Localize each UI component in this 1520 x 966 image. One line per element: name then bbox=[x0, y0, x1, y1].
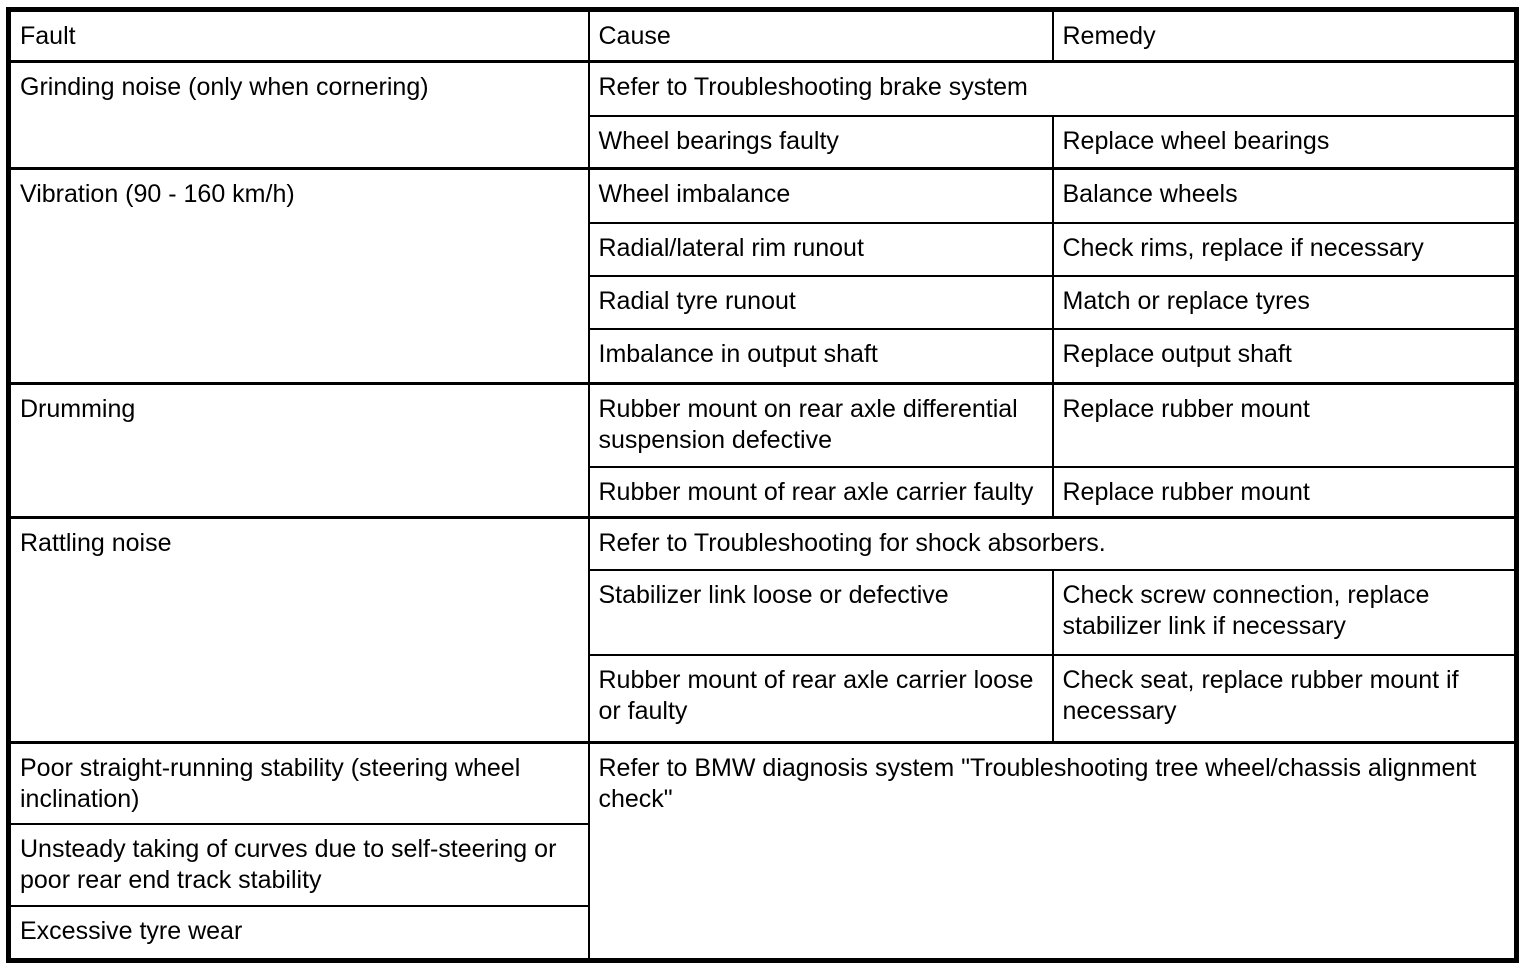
remedy-cell: Replace rubber mount bbox=[1053, 384, 1517, 467]
cause-note-cell: Refer to Troubleshooting brake system bbox=[589, 62, 1517, 116]
cause-cell: Radial/lateral rim runout bbox=[589, 223, 1053, 276]
cause-note-cell: Refer to Troubleshooting for shock absorbers. bbox=[589, 517, 1517, 570]
cause-cell: Imbalance in output shaft bbox=[589, 329, 1053, 384]
remedy-cell: Check rims, replace if necessary bbox=[1053, 223, 1517, 276]
cause-cell: Wheel bearings faulty bbox=[589, 116, 1053, 169]
cause-cell: Rubber mount of rear axle carrier faulty bbox=[589, 467, 1053, 518]
cause-cell: Wheel imbalance bbox=[589, 169, 1053, 223]
cause-cell: Stabilizer link loose or defective bbox=[589, 570, 1053, 655]
remedy-cell: Replace wheel bearings bbox=[1053, 116, 1517, 169]
remedy-cell: Check seat, replace rubber mount if necessary bbox=[1053, 655, 1517, 742]
column-header-cause: Cause bbox=[589, 10, 1053, 62]
fault-cell: Poor straight-running stability (steering wheel inclination) bbox=[9, 742, 589, 824]
cause-cell: Radial tyre runout bbox=[589, 276, 1053, 329]
column-header-fault: Fault bbox=[9, 10, 589, 62]
remedy-cell: Replace output shaft bbox=[1053, 329, 1517, 384]
cause-cell: Rubber mount of rear axle carrier loose or faulty bbox=[589, 655, 1053, 742]
fault-cell: Unsteady taking of curves due to self-steering or poor rear end track stability bbox=[9, 824, 589, 906]
fault-cell: Grinding noise (only when cornering) bbox=[9, 62, 589, 169]
shared-note-cell: Refer to BMW diagnosis system "Troubleshooting tree wheel/chassis alignment check" bbox=[589, 742, 1517, 961]
column-header-remedy: Remedy bbox=[1053, 10, 1517, 62]
troubleshooting-table bbox=[6, 7, 1519, 963]
remedy-cell: Replace rubber mount bbox=[1053, 467, 1517, 518]
remedy-cell: Check screw connection, replace stabilizer link if necessary bbox=[1053, 570, 1517, 655]
fault-cell: Drumming bbox=[9, 384, 589, 518]
remedy-cell: Match or replace tyres bbox=[1053, 276, 1517, 329]
remedy-cell: Balance wheels bbox=[1053, 169, 1517, 223]
cause-cell: Rubber mount on rear axle differential suspension defective bbox=[589, 384, 1053, 467]
fault-cell: Excessive tyre wear bbox=[9, 906, 589, 961]
fault-cell: Vibration (90 - 160 km/h) bbox=[9, 169, 589, 384]
fault-cell: Rattling noise bbox=[9, 517, 589, 742]
